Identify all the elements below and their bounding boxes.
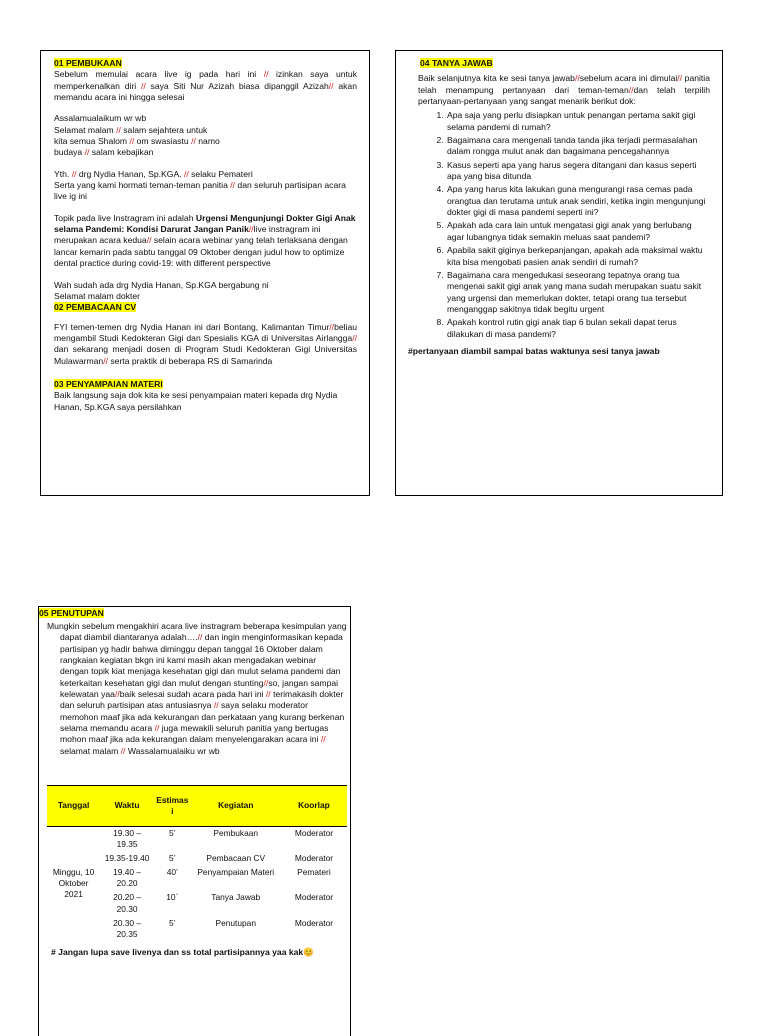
greeting-line: Assalamualaikum wr wb [54,113,147,124]
materi-paragraph: Baik langsung saja dok kita ke sesi penyampaian materi kepada drg Nydia Hanan, Sp.KGA saya persilahkan [54,390,338,412]
cell-kegiatan: Penutupan [215,917,257,928]
section-title-materi: 03 PENYAMPAIAN MATERI [54,378,163,389]
section-title-tanya-jawab: 04 TANYA JAWAB [420,58,493,68]
question-item: 8. Apakah kontrol rutin gigi anak tiap 6 bulan sekali dapat terus dilakukan di masa pandemi? [446,317,710,340]
welcome-line: Selamat malam dokter [54,290,140,301]
cell-koorlap: Moderator [294,892,334,903]
cell-waktu: 20.20 – 20.30 [113,892,142,914]
cell-kegiatan: Penyampaian Materi [197,867,275,878]
panel-qa-section [395,50,723,496]
pembukaan-paragraph: Sebelum memulai acara live ig pada hari ini // izinkan saya untuk memperkenalkan diri // saya Siti Nur Azizah biasa dipanggil Azizah// akan memandu acara ini hingga selesai [54,69,357,103]
cv-paragraph: FYI temen-temen drg Nydia Hanan ini dari Bontang, Kalimantan Timur//beliau mengambil Studi Kedokteran Gigi dan Spesialis KGA di Universitas Airlangga// dan sekarang menjadi dosen di Program Studi Kedokteran Gigi Universitas Mulawarman// serta praktik di beberapa RS di Samarinda [54,321,357,366]
header-waktu: Waktu [100,786,154,827]
section-title-penutupan: 05 PENUTUPAN [39,608,104,618]
cell-estimasi: 5’ [169,917,176,928]
greeting-line: Selamat malam // salam sejahtera untuk [54,124,208,135]
cell-waktu: 20.30 – 20.35 [113,917,142,939]
cell-estimasi: 5’ [169,853,176,864]
welcome-line: Wah sudah ada drg Nydia Hanan, Sp.KGA bergabung ni [54,279,269,290]
closing-note: # Jangan lupa save livenya dan ss total partisipannya yaa kak😊 [51,947,314,957]
question-list [408,110,710,340]
greeting-line: budaya // salam kebajikan [54,147,154,158]
cell-estimasi: 40’ [166,867,178,878]
header-kegiatan: Kegiatan [191,786,281,827]
cell-waktu: 19.35-19.40 [104,853,150,864]
panel-closing-section [38,606,351,1036]
question-item: 1. Apa saja yang perlu disiapkan untuk penangan pertama sakit gigi selama pandemi di rumah? [446,110,710,133]
qa-note: #pertanyaan diambil sampai batas waktunya sesi tanya jawab [408,345,660,356]
schedule-date: Minggu, 10 Oktober 2021 [52,867,95,900]
schedule-header-row [47,786,347,827]
cell-kegiatan: Pembacaan CV [206,853,266,864]
cell-waktu: 19.30 – 19.35 [113,828,142,850]
question-item: 6. Apabila sakit giginya berkepanjangan, apakah ada maksimal waktu kita bisa mengobati pasien anak sendiri di rumah? [446,245,710,268]
question-item: 7. Bagaimana cara mengedukasi seseorang tepatnya orang tua mengenai sakit gigi anak yang mana sudah merupakan suatu sakit yang urgensi dan memerlukan dokter, tetapi orang tua tersebut menganggap sakitnya tidak begitu urgent [446,270,710,315]
topic-paragraph: Topik pada live Instragram ini adalah Urgensi Mengunjungi Dokter Gigi Anak selama Pandemi: Kondisi Darurat Jangan Panik//live instragram ini merupakan acara kedua// selain acara webinar yang telah terlaksana dengan lancar kemarin pada sabtu tanggal 09 Oktober dengan judul how to optimize dental practice during covid-19: with different perspective [54,212,356,269]
yth-line: Serta yang kami hormati teman-teman panitia // dan seluruh partisipan acara live ig ini [54,180,346,202]
table-row [47,827,347,853]
cell-waktu: 19.40 – 20.20 [113,867,142,889]
question-item: 5. Apakah ada cara lain untuk mengatasi gigi anak yang berlubang agar lubangnya tidak semakin meluas saat pandemi? [446,220,710,243]
cell-koorlap: Moderator [294,917,334,928]
cell-koorlap: Pemateri [297,867,331,878]
header-koorlap: Koorlap [281,786,347,827]
yth-line: Yth. // drg Nydia Hanan, Sp.KGA. // selaku Pemateri [54,168,253,179]
cell-estimasi: 10` [166,892,179,903]
cell-koorlap: Moderator [294,853,334,864]
question-item: 3. Kasus seperti apa yang harus segera ditangani dan kasus seperti apa yang bisa ditunda [446,160,710,183]
closing-paragraph: Mungkin sebelum mengakhiri acara live instragram beberapa kesimpulan yang dapat diambil diantaranya adalah….// dan ingin menginformasikan kepada partisipan yg hadir bahwa diminggu depan tanggal 16 Oktober dalam rangkaian kegiatan bkgn ini kami masih akan mengadakan webinar dengan topik kiat menjaga kesehatan gigi dan mulut selama pandemi dan keterkaitan kesehatan gigi dan mulut dengan stunting//so, jangan sampai kelewatan yaa//baik selesai sudah acara pada hari ini // terimakasih dokter dan seluruh partisipan atas antusiasnya // saya selaku moderator memohon maaf jika ada kekurangan dan perkataan yang kurang berkenan selama memandu acara // juga mewakili seluruh panitia yang bertugas mohon maaf jika ada kekurangan dalam menyelengarakan acara ini // selamat malam // Wassalamualaiku wr wb [47,621,347,756]
panel-opening-sections [40,50,370,496]
header-estimasi: Estimasi [154,786,191,827]
schedule-table [47,785,347,942]
header-tanggal: Tanggal [47,786,100,827]
qa-intro: Baik selanjutnya kita ke sesi tanya jawab//sebelum acara ini dimulai// panitia telah menampung pertanyaan dari teman-teman//dan telah terpilih pertanyaan-pertanyaan yang sangat menarik berikut dok: [418,73,710,107]
section-title-pembukaan: 01 PEMBUKAAN [54,58,122,68]
greeting-line: kita semua Shalom // om swasiastu // namo [54,136,220,147]
cell-estimasi: 5’ [169,828,176,838]
cell-koorlap: Moderator [294,828,334,838]
cell-kegiatan: Pembukaan [213,828,259,838]
section-title-cv: 02 PEMBACAAN CV [54,302,137,313]
question-item: 2. Bagaimana cara mengenali tanda tanda jika terjadi permasalahan dalam rongga mulut anak dan bagaimana pencegahannya [446,135,710,158]
cell-kegiatan: Tanya Jawab [211,892,261,903]
question-item: 4. Apa yang harus kita lakukan guna mengurangi rasa cemas pada orangtua dan terutama untuk anak sendiri, ketika ingin mengunjungi dokter gigi di masa pandemi seperti ini? [446,184,710,218]
